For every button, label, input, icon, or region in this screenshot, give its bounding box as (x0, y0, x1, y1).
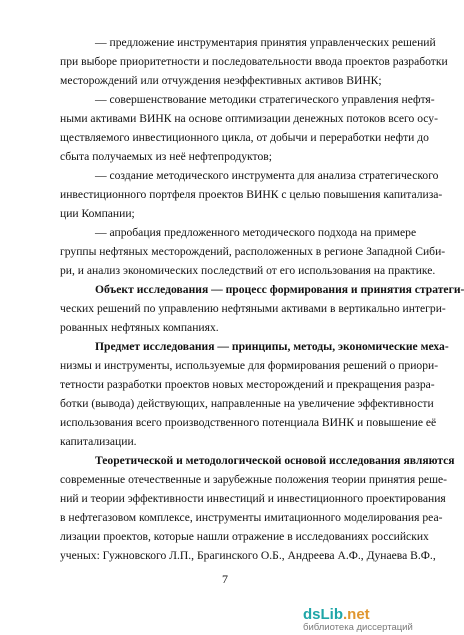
text-line: тетности разработки проектов новых месторождений и прекращения разра- (60, 378, 435, 391)
bullet-line: — совершенствование методики стратегического управления нефтя- (95, 93, 435, 106)
page-number: 7 (222, 572, 228, 586)
text-line: при выборе приоритетности и последовательности ввода проектов разработки (60, 55, 448, 68)
text-line: ученых: Гужновского Л.П., Брагинского О.Б., Андреева А.Ф., Дунаева В.Ф., (60, 549, 436, 562)
text-line: ществляемого инвестиционного цикла, от добычи и переработки нефти до (60, 131, 429, 144)
text-line: ными активами ВИНК на основе оптимизации денежных потоков всего осу- (60, 112, 438, 125)
text-line: низмы и инструменты, используемые для формирования решений о приори- (60, 359, 439, 372)
paragraph-heading-line: Объект исследования — процесс формирования и принятия стратеги- (95, 283, 464, 296)
text-line: ри, и анализ экономических последствий от его использования на практике. (60, 264, 436, 277)
text-line: месторождений или отчуждения неэффективных активов ВИНК; (60, 74, 382, 87)
paragraph-heading-line: Теоретической и методологической основой исследования являются (95, 454, 455, 467)
bullet-line: — создание методического инструмента для анализа стратегического (95, 169, 439, 182)
paragraph-heading-line: Предмет исследования — принципы, методы, экономические меха- (95, 340, 449, 353)
bullet-line: — апробация предложенного методического подхода на примере (95, 226, 417, 239)
watermark-logo-right: .net (343, 606, 370, 623)
watermark-logo-left: dsLib (303, 606, 343, 623)
text-line: в нефтегазовом комплексе, инструменты имитационного моделирования реа- (60, 511, 443, 524)
text-line: современные отечественные и зарубежные положения теории принятия реше- (60, 473, 448, 486)
text-line: инвестиционного портфеля проектов ВИНК с целью повышения капитализа- (60, 188, 443, 201)
text-line: лизации проектов, которые нашли отражение в исследованиях российских (60, 530, 429, 543)
text-line: ческих решений по управлению нефтяными активами в вертикально интегри- (60, 302, 446, 315)
watermark-subtitle: библиотека диссертаций (303, 622, 413, 633)
text-line: капитализации. (60, 435, 137, 448)
text-line: ции Компании; (60, 207, 135, 220)
text-line: ботки (вывода) действующих, направленные на увеличение эффективности (60, 397, 434, 410)
watermark-logo (303, 607, 370, 622)
text-line: рованных нефтяных компаниях. (60, 321, 219, 334)
bullet-line: — предложение инструментария принятия управленческих решений (95, 36, 436, 49)
watermark (303, 607, 448, 633)
text-line: использования всего производственного потенциала ВИНК и повышение её (60, 416, 437, 429)
text-line: сбыта получаемых из неё нефтепродуктов; (60, 150, 272, 163)
text-line: ний и теории эффективности инвестиций и инвестиционного проектирования (60, 492, 446, 505)
text-line: группы нефтяных месторождений, расположенных в регионе Западной Сиби- (60, 245, 446, 258)
